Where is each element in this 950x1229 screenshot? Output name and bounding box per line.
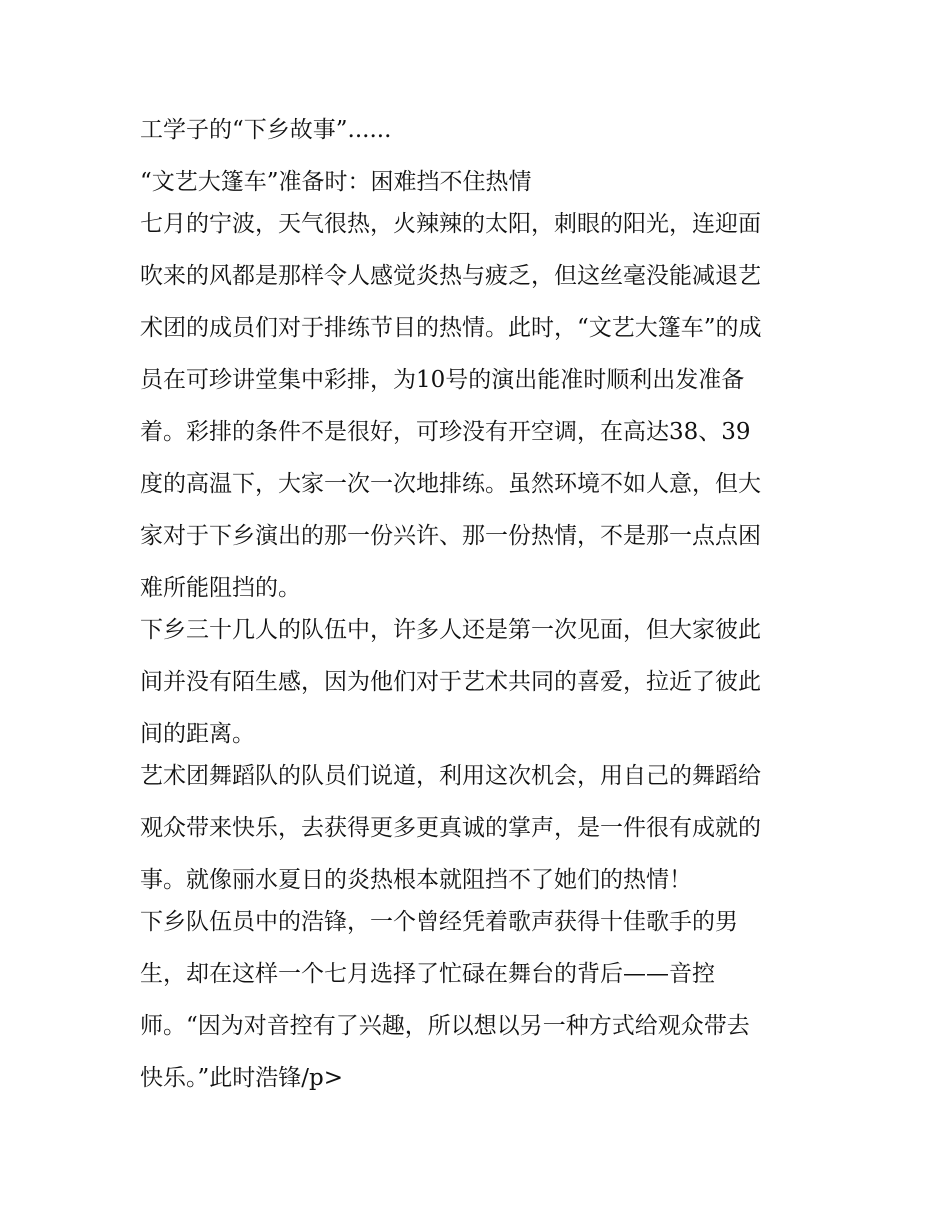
text-line-intro: 工学子的“下乡故事”...... [140, 117, 392, 143]
paragraph-1-line: 员在可珍讲堂集中彩排，为10号的演出能准时顺利出发准备 [140, 367, 745, 393]
paragraph-2-line: 间的距离。 [140, 721, 255, 747]
paragraph-1-line: 难所能阻挡的。 [140, 575, 301, 601]
paragraph-1-line: 吹来的风都是那样令人感觉炎热与疲乏，但这丝毫没能减退艺 [140, 263, 761, 289]
paragraph-1-line: 术团的成员们对于排练节目的热情。此时，“文艺大篷车”的成 [140, 315, 762, 341]
paragraph-4-line: 生，却在这样一个七月选择了忙碌在舞台的背后——音控 [140, 961, 715, 987]
paragraph-4-line: 师。“因为对音控有了兴趣，所以想以另一种方式给观众带去 [140, 1013, 750, 1039]
paragraph-2-line: 下乡三十几人的队伍中，许多人还是第一次见面，但大家彼此 [140, 617, 761, 643]
paragraph-1-line: 着。彩排的条件不是很好，可珍没有开空调，在高达38、39 [140, 419, 751, 445]
document-body [140, 113, 815, 1095]
paragraph-4-line: 下乡队伍员中的浩锋，一个曾经凭着歌声获得十佳歌手的男 [140, 909, 738, 935]
section-heading: “文艺大篷车”准备时：困难挡不住热情 [140, 169, 532, 195]
paragraph-3-line: 艺术团舞蹈队的队员们说道，利用这次机会，用自己的舞蹈给 [140, 763, 761, 789]
paragraph-4-line: 快乐。”此时浩锋/p> [140, 1065, 344, 1091]
paragraph-1-line: 度的高温下，大家一次一次地排练。虽然环境不如人意，但大 [140, 471, 761, 497]
paragraph-2-line: 间并没有陌生感，因为他们对于艺术共同的喜爱，拉近了彼此 [140, 669, 761, 695]
paragraph-3-line: 事。就像丽水夏日的炎热根本就阻挡不了她们的热情！ [140, 867, 692, 893]
paragraph-1-line: 家对于下乡演出的那一份兴许、那一份热情，不是那一点点困 [140, 523, 761, 549]
paragraph-3-line: 观众带来快乐，去获得更多更真诚的掌声，是一件很有成就的 [140, 815, 761, 841]
paragraph-1-line: 七月的宁波，天气很热，火辣辣的太阳，刺眼的阳光，连迎面 [140, 211, 761, 237]
